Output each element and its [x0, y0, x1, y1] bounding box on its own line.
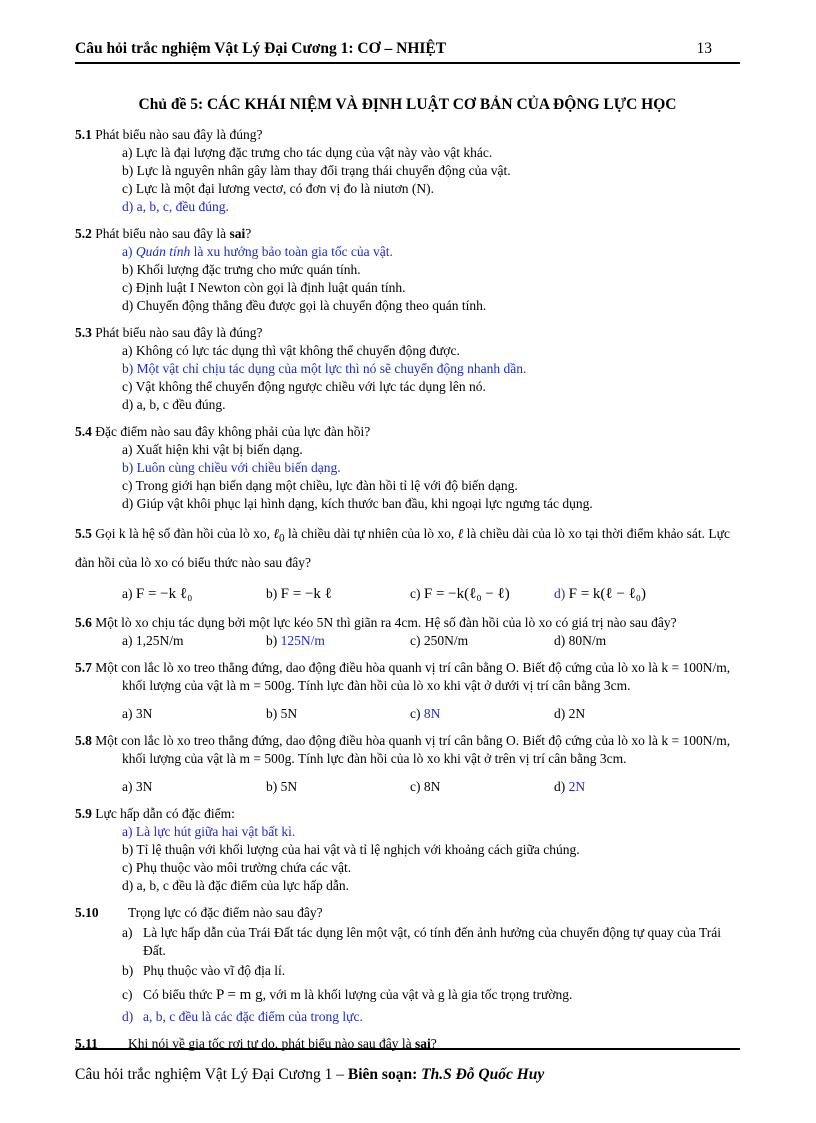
option-label: c) — [410, 705, 424, 721]
question-5-8 — [75, 732, 740, 768]
option-b-answer: b) Một vật chỉ chịu tác dụng của một lực thì nó sẽ chuyển động nhanh dần. — [122, 361, 527, 376]
question-number: 5.5 — [75, 526, 92, 541]
question-number: 5.4 — [75, 424, 92, 439]
option-c: c) 250N/m — [410, 632, 469, 648]
question-number: 5.10 — [75, 904, 99, 920]
option-a — [122, 583, 266, 605]
option-a-answer — [122, 243, 740, 261]
option-b — [266, 583, 410, 605]
option-a: a) Lực là đại lượng đặc trưng cho tác dụng của vật này vào vật khác. — [122, 145, 493, 160]
option-d-answer: d) a, b, c, đều đúng. — [122, 199, 229, 214]
option-row — [122, 705, 740, 723]
option-c: c) 8N — [410, 778, 441, 794]
option-label: d) — [554, 585, 566, 601]
question-number: 5.11 — [75, 1035, 98, 1051]
option-text: Có biểu thức — [143, 986, 216, 1002]
question-number: 5.7 — [75, 659, 92, 675]
option-c: c) Vật không thể chuyển động ngược chiều với lực tác dụng lên nó. — [122, 379, 486, 394]
option-text: 2N — [568, 778, 586, 794]
option-label: b) — [122, 962, 134, 978]
length-symbol: ℓ — [273, 526, 279, 541]
option-d: d) a, b, c đều là đặc điểm của lực hấp dẫn. — [122, 877, 349, 893]
option-c: c) Phụ thuộc vào môi trường chứa các vật. — [122, 859, 352, 875]
question-5-9 — [75, 805, 740, 823]
option-a: a) 1,25N/m — [122, 632, 184, 648]
option-label: d) — [554, 778, 569, 794]
option-text: , với m là khối lượng của vật và g là gia tốc trọng trường. — [262, 986, 573, 1002]
option-d: d) Chuyển động thẳng đều được gọi là chuyển động theo quán tính. — [122, 298, 487, 313]
length-symbol: ℓ — [457, 526, 464, 541]
formula: F = −k ℓ₀ — [135, 585, 193, 602]
formula: F = −k(ℓ₀ − ℓ) — [423, 585, 510, 602]
footer-author: Th.S Đỗ Quốc Huy — [421, 1066, 545, 1083]
option-c — [122, 984, 740, 1006]
option-d: d) Giúp vật khôi phục lại hình dạng, kích thước ban đầu, khi ngoại lực ngưng tác dụng. — [122, 496, 593, 511]
question-number: 5.8 — [75, 732, 92, 748]
subscript: 0 — [278, 532, 285, 545]
option-a: a) 3N — [122, 705, 153, 721]
formula: F = k(ℓ − ℓ₀) — [568, 585, 646, 602]
option-a: a) 3N — [122, 778, 153, 794]
option-d: d) a, b, c đều đúng. — [122, 397, 226, 412]
question-5-4 — [75, 423, 740, 441]
formula: P = m g — [215, 986, 263, 1003]
option-text: là xu hướng bảo toàn gia tốc của vật. — [190, 244, 393, 259]
option-label: a) — [122, 244, 136, 259]
option-a: a) Xuất hiện khi vật bị biến dạng. — [122, 442, 303, 457]
question-5-2 — [75, 225, 740, 243]
option-b — [122, 962, 740, 980]
question-text: Một con lắc lò xo treo thẳng đứng, dao động điều hòa quanh vị trí cân bằng O. Biết độ cứng của lò xo là k = 100N/m, khối lượng của vật là m = 500g. Tính lực đàn hồi của lò xo khi vật ở trên vị trí cân bằng 3cm. — [95, 732, 731, 766]
question-number: 5.3 — [75, 325, 92, 340]
option-text: Phụ thuộc vào vĩ độ địa lí. — [143, 962, 286, 978]
question-number: 5.9 — [75, 805, 92, 821]
option-label: d) — [122, 1008, 134, 1024]
option-c: c) Trong giới hạn biến dạng một chiều, lực đàn hồi tỉ lệ với độ biến dạng. — [122, 478, 518, 493]
option-b: b) 5N — [266, 705, 298, 721]
option-label: c) — [122, 986, 133, 1002]
option-label: b) — [266, 632, 281, 648]
option-d-answer — [554, 583, 698, 605]
question-text: là chiều dài tự nhiên của lò xo, — [284, 526, 458, 541]
option-label: b) — [266, 585, 278, 601]
option-text: a, b, c đều là các đặc điểm của trong lực. — [143, 1008, 363, 1024]
option-italic: Quán tính — [135, 244, 191, 259]
footer-author-label: Biên soạn: — [347, 1066, 422, 1083]
question-text: Trọng lực có đặc điểm nào sau đây? — [128, 904, 323, 920]
option-b: b) 5N — [266, 778, 298, 794]
option-row — [122, 583, 740, 605]
option-a: a) Không có lực tác dụng thì vật không thể chuyển động được. — [122, 343, 460, 358]
question-number: 5.6 — [75, 614, 92, 630]
option-b: b) Tỉ lệ thuận với khối lượng của hai vật và tỉ lệ nghịch với khoảng cách giữa chúng. — [122, 841, 580, 857]
question-5-7 — [75, 659, 740, 695]
question-5-10 — [75, 904, 740, 922]
chapter-title: Chủ đề 5: CÁC KHÁI NIỆM VÀ ĐỊNH LUẬT CƠ BẢN CỦA ĐỘNG LỰC HỌC — [138, 96, 677, 113]
question-text: Gọi k là hệ số đàn hồi của lò xo, — [95, 526, 274, 541]
option-row — [122, 632, 740, 650]
option-d: d) 2N — [554, 705, 586, 721]
option-row — [122, 778, 740, 796]
question-5-5 — [75, 522, 740, 575]
option-d: d) 80N/m — [554, 632, 607, 648]
option-b: b) Khối lượng đặc trưng cho mức quán tính. — [122, 262, 361, 277]
question-emphasis: sai — [415, 1035, 431, 1051]
question-text: Khi nói về gia tốc rơi tự do, phát biểu nào sau đây là — [128, 1035, 416, 1051]
option-text: 125N/m — [280, 632, 325, 648]
page-footer — [75, 1048, 740, 1084]
option-text: 8N — [423, 705, 441, 721]
question-5-3 — [75, 324, 740, 342]
question-number: 5.2 — [75, 226, 92, 241]
question-text: Đặc điểm nào sau đây không phải của lực đàn hồi? — [95, 424, 371, 439]
option-label: a) — [122, 585, 133, 601]
question-text: Phát biểu nào sau đây là đúng? — [95, 325, 263, 340]
option-c-answer — [410, 705, 554, 723]
option-b-answer — [266, 632, 410, 650]
question-text: Lực hấp dẫn có đặc điểm: — [95, 805, 235, 821]
question-text: Phát biểu nào sau đây là đúng? — [95, 127, 263, 142]
question-5-1 — [75, 126, 740, 144]
page-header — [75, 38, 740, 64]
question-5-6 — [75, 614, 740, 632]
formula: F = −k ℓ — [280, 585, 332, 602]
option-c — [410, 583, 554, 605]
option-d-answer — [122, 1008, 740, 1026]
header-title: Câu hỏi trắc nghiệm Vật Lý Đại Cương 1: CƠ – NHIỆT — [75, 40, 447, 57]
footer-text: Câu hỏi trắc nghiệm Vật Lý Đại Cương 1 – — [75, 1066, 348, 1083]
option-label: c) — [410, 585, 421, 601]
question-end: ? — [245, 226, 252, 241]
question-text: Một lò xo chịu tác dụng bởi một lực kéo 5N thì giãn ra 4cm. Hệ số đàn hồi của lò xo có giá trị nào sau đây? — [95, 614, 677, 630]
option-c: c) Lực là một đại lương vectơ, có đơn vị đo là niutơn (N). — [122, 181, 434, 196]
page-number: 13 — [696, 40, 712, 57]
option-text: Là lực hấp dẫn của Trái Đất tác dụng lên một vật, có tính đến ảnh hưởng của chuyển động tự quay của Trái Đất. — [143, 924, 721, 958]
option-c: c) Định luật I Newton còn gọi là định luật quán tính. — [122, 280, 406, 295]
question-end: ? — [430, 1035, 437, 1051]
option-b-answer: b) Luôn cùng chiều với chiều biến dạng. — [122, 460, 341, 475]
question-number: 5.1 — [75, 127, 92, 142]
question-text: Một con lắc lò xo treo thẳng đứng, dao động điều hòa quanh vị trí cân bằng O. Biết độ cứng của lò xo là k = 100N/m, khối lượng của vật là m = 500g. Tính lực đàn hồi của lò xo khi vật ở dưới vị trí cân bằng 3cm. — [95, 659, 731, 693]
question-text: Phát biểu nào sau đây là — [95, 226, 230, 241]
question-list — [75, 126, 740, 1053]
question-text: là chiều dài của lò xo tại thời điểm khảo sát. Lực đàn hồi của lò xo có biểu thức nào sau đây? — [75, 526, 730, 570]
option-b: b) Lực là nguyên nhân gây làm thay đổi trạng thái chuyển động của vật. — [122, 163, 511, 178]
option-a — [122, 924, 740, 960]
option-d-answer — [554, 778, 698, 796]
option-label: a) — [122, 924, 133, 940]
option-a-answer: a) Là lực hút giữa hai vật bất kì. — [122, 823, 296, 839]
question-emphasis: sai — [229, 226, 246, 241]
